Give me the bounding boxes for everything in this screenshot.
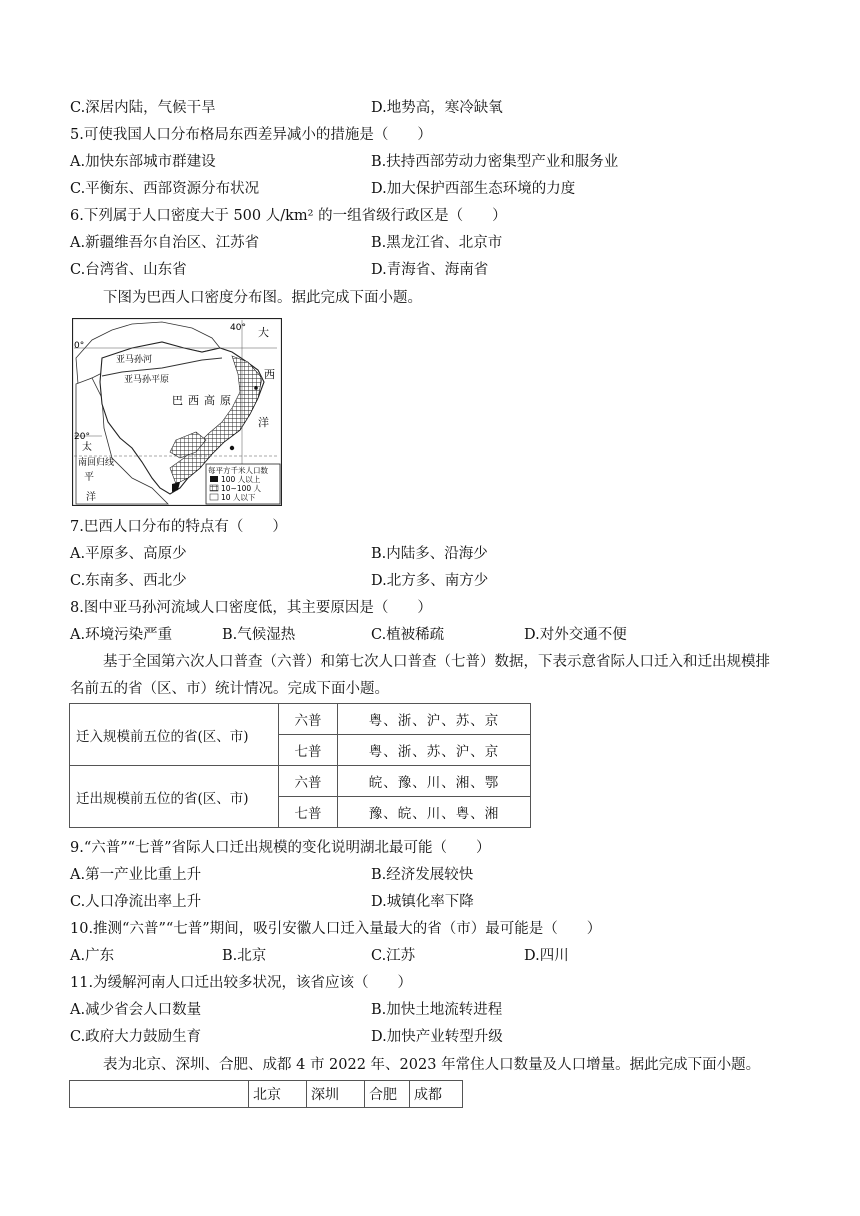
q9-option-a: A.第一产业比重上升 bbox=[70, 867, 202, 883]
q9-stem: 9.“六普”“七普”省际人口迁出规模的变化说明湖北最可能（ ） bbox=[70, 840, 491, 856]
pacific-label-tai: 太 bbox=[82, 442, 92, 453]
table2-header-beijing: 北京 bbox=[249, 1081, 307, 1108]
map-legend bbox=[206, 464, 280, 504]
migration-table bbox=[69, 703, 531, 828]
q11-option-c: C.政府大力鼓励生育 bbox=[70, 1029, 202, 1045]
city-population-table bbox=[69, 1080, 463, 1108]
legend-swatch-low bbox=[210, 494, 218, 500]
q9-option-d: D.城镇化率下降 bbox=[371, 894, 474, 910]
q10-option-d: D.四川 bbox=[524, 948, 569, 964]
q5-option-a: A.加快东部城市群建设 bbox=[70, 154, 216, 170]
q7-option-b: B.内陆多、沿海少 bbox=[371, 546, 488, 562]
q9-option-b: B.经济发展较快 bbox=[371, 867, 474, 883]
q11-stem: 11.为缓解河南人口迁出较多状况，该省应该（ ） bbox=[70, 975, 413, 991]
q8-option-b: B.气候湿热 bbox=[222, 627, 296, 643]
cell-liupu: 六普 bbox=[279, 766, 338, 797]
ocean-label-yang: 洋 bbox=[258, 416, 269, 429]
legend-medium-label: 10~100 人 bbox=[221, 484, 262, 493]
plateau-char-2: 西 bbox=[188, 394, 199, 407]
tropic-label: 南回归线 bbox=[78, 458, 115, 468]
plateau-char-4: 原 bbox=[220, 394, 231, 407]
legend-title: 每平方千米人口数 bbox=[208, 466, 268, 475]
q11-option-d: D.加快产业转型升级 bbox=[371, 1029, 503, 1045]
q5-option-b: B.扶持西部劳动力密集型产业和服务业 bbox=[371, 154, 619, 170]
lat0-label: 0° bbox=[74, 341, 85, 351]
q9-option-c: C.人口净流出率上升 bbox=[70, 894, 202, 910]
q11-option-a: A.减少省会人口数量 bbox=[70, 1002, 202, 1018]
cell-out-qipu: 豫、皖、川、粤、湘 bbox=[338, 797, 531, 828]
q8-stem: 8.图中亚马孙河流域人口密度低，其主要原因是（ ） bbox=[70, 600, 432, 616]
q5-stem: 5.可使我国人口分布格局东西差异减小的措施是（ ） bbox=[70, 127, 432, 143]
q7-stem: 7.巴西人口分布的特点有（ ） bbox=[70, 519, 287, 535]
table-row bbox=[70, 766, 531, 797]
cell-qipu: 七普 bbox=[279, 797, 338, 828]
q7-option-d: D.北方多、南方少 bbox=[371, 573, 489, 589]
q10-option-b: B.北京 bbox=[222, 948, 267, 964]
lat20-label: 20° bbox=[74, 432, 90, 442]
q6-option-b: B.黑龙江省、北京市 bbox=[371, 235, 503, 251]
in-row-label: 迁入规模前五位的省(区、市) bbox=[70, 704, 279, 766]
plateau-char-1: 巴 bbox=[172, 394, 183, 407]
table1-intro-line1: 基于全国第六次人口普查（六普）和第七次人口普查（七普）数据，下表示意省际人口迁入和迁出规模排 bbox=[103, 654, 770, 670]
table2-header-chengdu: 成都 bbox=[410, 1081, 463, 1108]
legend-low-label: 10 人以下 bbox=[221, 493, 256, 502]
table-row bbox=[70, 1081, 463, 1108]
cell-in-liupu: 粤、浙、沪、苏、京 bbox=[338, 704, 531, 735]
q11-option-b: B.加快土地流转进程 bbox=[371, 1002, 503, 1018]
legend-high-label: 100 人以上 bbox=[221, 475, 261, 484]
q5-option-d: D.加大保护西部生态环境的力度 bbox=[371, 181, 576, 197]
q6-option-a: A.新疆维吾尔自治区、江苏省 bbox=[70, 235, 260, 251]
q6-option-d: D.青海省、海南省 bbox=[371, 262, 489, 278]
out-row-label: 迁出规模前五位的省(区、市) bbox=[70, 766, 279, 828]
q6-stem: 6.下列属于人口密度大于 500 人/km² 的一组省级行政区是（ ） bbox=[70, 208, 507, 224]
table-row bbox=[70, 704, 531, 735]
ocean-label-da: 大 bbox=[258, 326, 269, 339]
cell-out-liupu: 皖、豫、川、湘、鄂 bbox=[338, 766, 531, 797]
map-intro: 下图为巴西人口密度分布图。据此完成下面小题。 bbox=[103, 290, 422, 306]
cell-qipu: 七普 bbox=[279, 735, 338, 766]
ocean-label-xi: 西 bbox=[264, 368, 275, 381]
amazon-river-label: 亚马孙河 bbox=[116, 355, 153, 365]
amazon-plain-label: 亚马孙平原 bbox=[124, 375, 170, 385]
q4-option-c: C.深居内陆，气候干旱 bbox=[70, 100, 216, 116]
q5-option-c: C.平衡东、西部资源分布状况 bbox=[70, 181, 260, 197]
q4-option-d: D.地势高，寒冷缺氧 bbox=[371, 100, 503, 116]
q10-option-c: C.江苏 bbox=[371, 948, 416, 964]
plateau-char-3: 高 bbox=[204, 394, 215, 407]
brazil-population-map bbox=[72, 318, 282, 506]
density-high-city bbox=[230, 446, 234, 450]
q7-option-c: C.东南多、西北少 bbox=[70, 573, 187, 589]
legend-swatch-medium bbox=[210, 485, 218, 491]
table1-intro-line2: 名前五的省（区、市）统计情况。完成下面小题。 bbox=[70, 681, 389, 697]
q10-option-a: A.广东 bbox=[70, 948, 115, 964]
pacific-label-yang: 洋 bbox=[86, 492, 96, 503]
density-high-city bbox=[254, 386, 258, 390]
lat40-label: 40° bbox=[230, 323, 246, 333]
cell-liupu: 六普 bbox=[279, 704, 338, 735]
q10-stem: 10.推测“六普”“七普”期间，吸引安徽人口迁入量最大的省（市）最可能是（ ） bbox=[70, 921, 602, 937]
q6-option-c: C.台湾省、山东省 bbox=[70, 262, 187, 278]
q8-option-c: C.植被稀疏 bbox=[371, 627, 445, 643]
pacific-label-ping: 平 bbox=[84, 472, 94, 483]
q7-option-a: A.平原多、高原少 bbox=[70, 546, 187, 562]
legend-swatch-high bbox=[210, 476, 218, 482]
table2-corner-cell bbox=[70, 1081, 249, 1108]
q8-option-d: D.对外交通不便 bbox=[524, 627, 627, 643]
table2-header-hefei: 合肥 bbox=[365, 1081, 410, 1108]
q8-option-a: A.环境污染严重 bbox=[70, 627, 173, 643]
table2-header-shenzhen: 深圳 bbox=[307, 1081, 365, 1108]
cell-in-qipu: 粤、浙、苏、沪、京 bbox=[338, 735, 531, 766]
table2-intro: 表为北京、深圳、合肥、成都 4 市 2022 年、2023 年常住人口数量及人口增量。据此完成下面小题。 bbox=[103, 1057, 761, 1073]
